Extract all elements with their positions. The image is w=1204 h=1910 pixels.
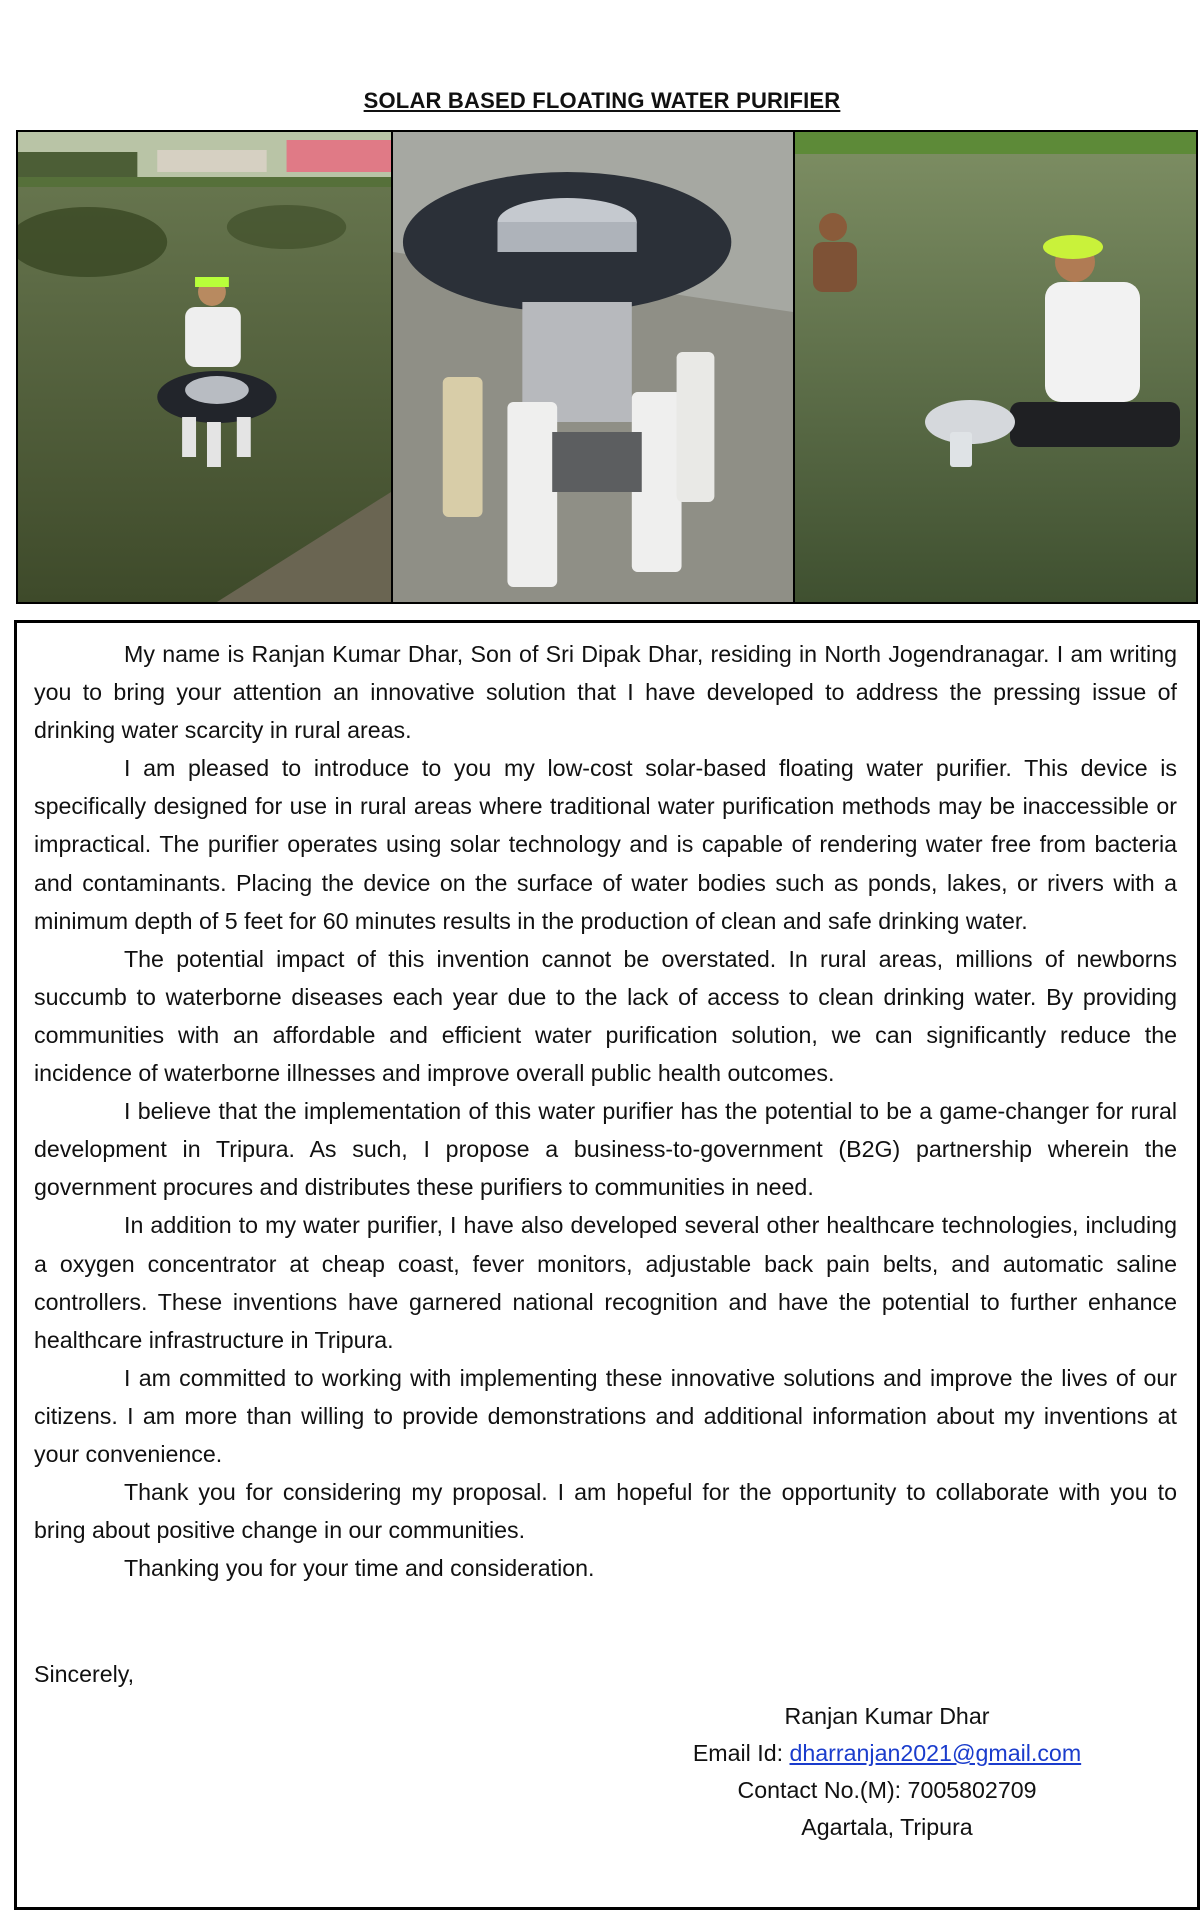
letter-body — [34, 635, 1177, 1587]
letter-paragraph: I am pleased to introduce to you my low-cost solar-based floating water purifier. This device is specifically designed for use in rural areas where traditional water purification methods may be inaccessible or impractical. The purifier operates using solar technology and is capable of rendering water free from bacteria and contaminants. Placing the device on the surface of water bodies such as ponds, lakes, or rivers with a minimum depth of 5 feet for 60 minutes results in the production of clean and safe drinking water. — [34, 755, 1177, 934]
letter-paragraph: I believe that the implementation of this water purifier has the potential to be a game-changer for rural development in Tripura. As such, I propose a business-to-government (B2G) partnership wherein the government procures and distributes these purifiers to communities in need. — [34, 1098, 1177, 1201]
signature-email-line — [577, 1735, 1197, 1772]
signature-contact: Contact No.(M): 7005802709 — [737, 1777, 1037, 1803]
man-in-pond-with-purifier-photo — [18, 132, 393, 602]
photo-strip — [16, 130, 1198, 604]
men-testing-purifier-in-pond-photo — [795, 132, 1196, 602]
letter-paragraph: In addition to my water purifier, I have also developed several other healthcare technologies, including a oxygen concentrator at cheap coast, fever monitors, adjustable back pain belts, and automatic saline controllers. These inventions have garnered national recognition and have the potential to further enhance healthcare infrastructure in Tripura. — [34, 1212, 1177, 1353]
email-link[interactable]: dharranjan2021@gmail.com — [789, 1740, 1082, 1766]
letter-paragraph: Thanking you for your time and consideration. — [124, 1555, 595, 1582]
letter-closing: Sincerely, — [34, 1661, 135, 1687]
letter-paragraph: The potential impact of this invention cannot be overstated. In rural areas, millions of newborns succumb to waterborne diseases each year due to the lack of access to clean drinking water. By providing communities with an affordable and efficient water purification solution, we can significantly reduce the incidence of waterborne illnesses and improve overall public health outcomes. — [34, 945, 1177, 1087]
email-label: Email Id: — [692, 1740, 790, 1766]
signature-block — [577, 1698, 1197, 1846]
signature-name: Ranjan Kumar Dhar — [784, 1703, 990, 1729]
letter-paragraph: I am committed to working with implementing these innovative solutions and improve the lives of our citizens. I am more than willing to provide demonstrations and additional information about my inventions at your convenience. — [34, 1364, 1177, 1467]
signature-location: Agartala, Tripura — [801, 1814, 973, 1840]
letter-paragraph: My name is Ranjan Kumar Dhar, Son of Sri Dipak Dhar, residing in North Jogendranagar. I am writing you to bring your attention an innovative solution that I have developed to address the pressing issue of drinking water scarcity in rural areas. — [34, 641, 1177, 744]
purifier-device-closeup-photo — [393, 132, 795, 602]
document-title: SOLAR BASED FLOATING WATER PURIFIER — [363, 88, 841, 113]
letter-box — [14, 620, 1200, 1910]
letter-paragraph: Thank you for considering my proposal. I am hopeful for the opportunity to collaborate with you to bring about positive change in our communities. — [34, 1479, 1177, 1544]
